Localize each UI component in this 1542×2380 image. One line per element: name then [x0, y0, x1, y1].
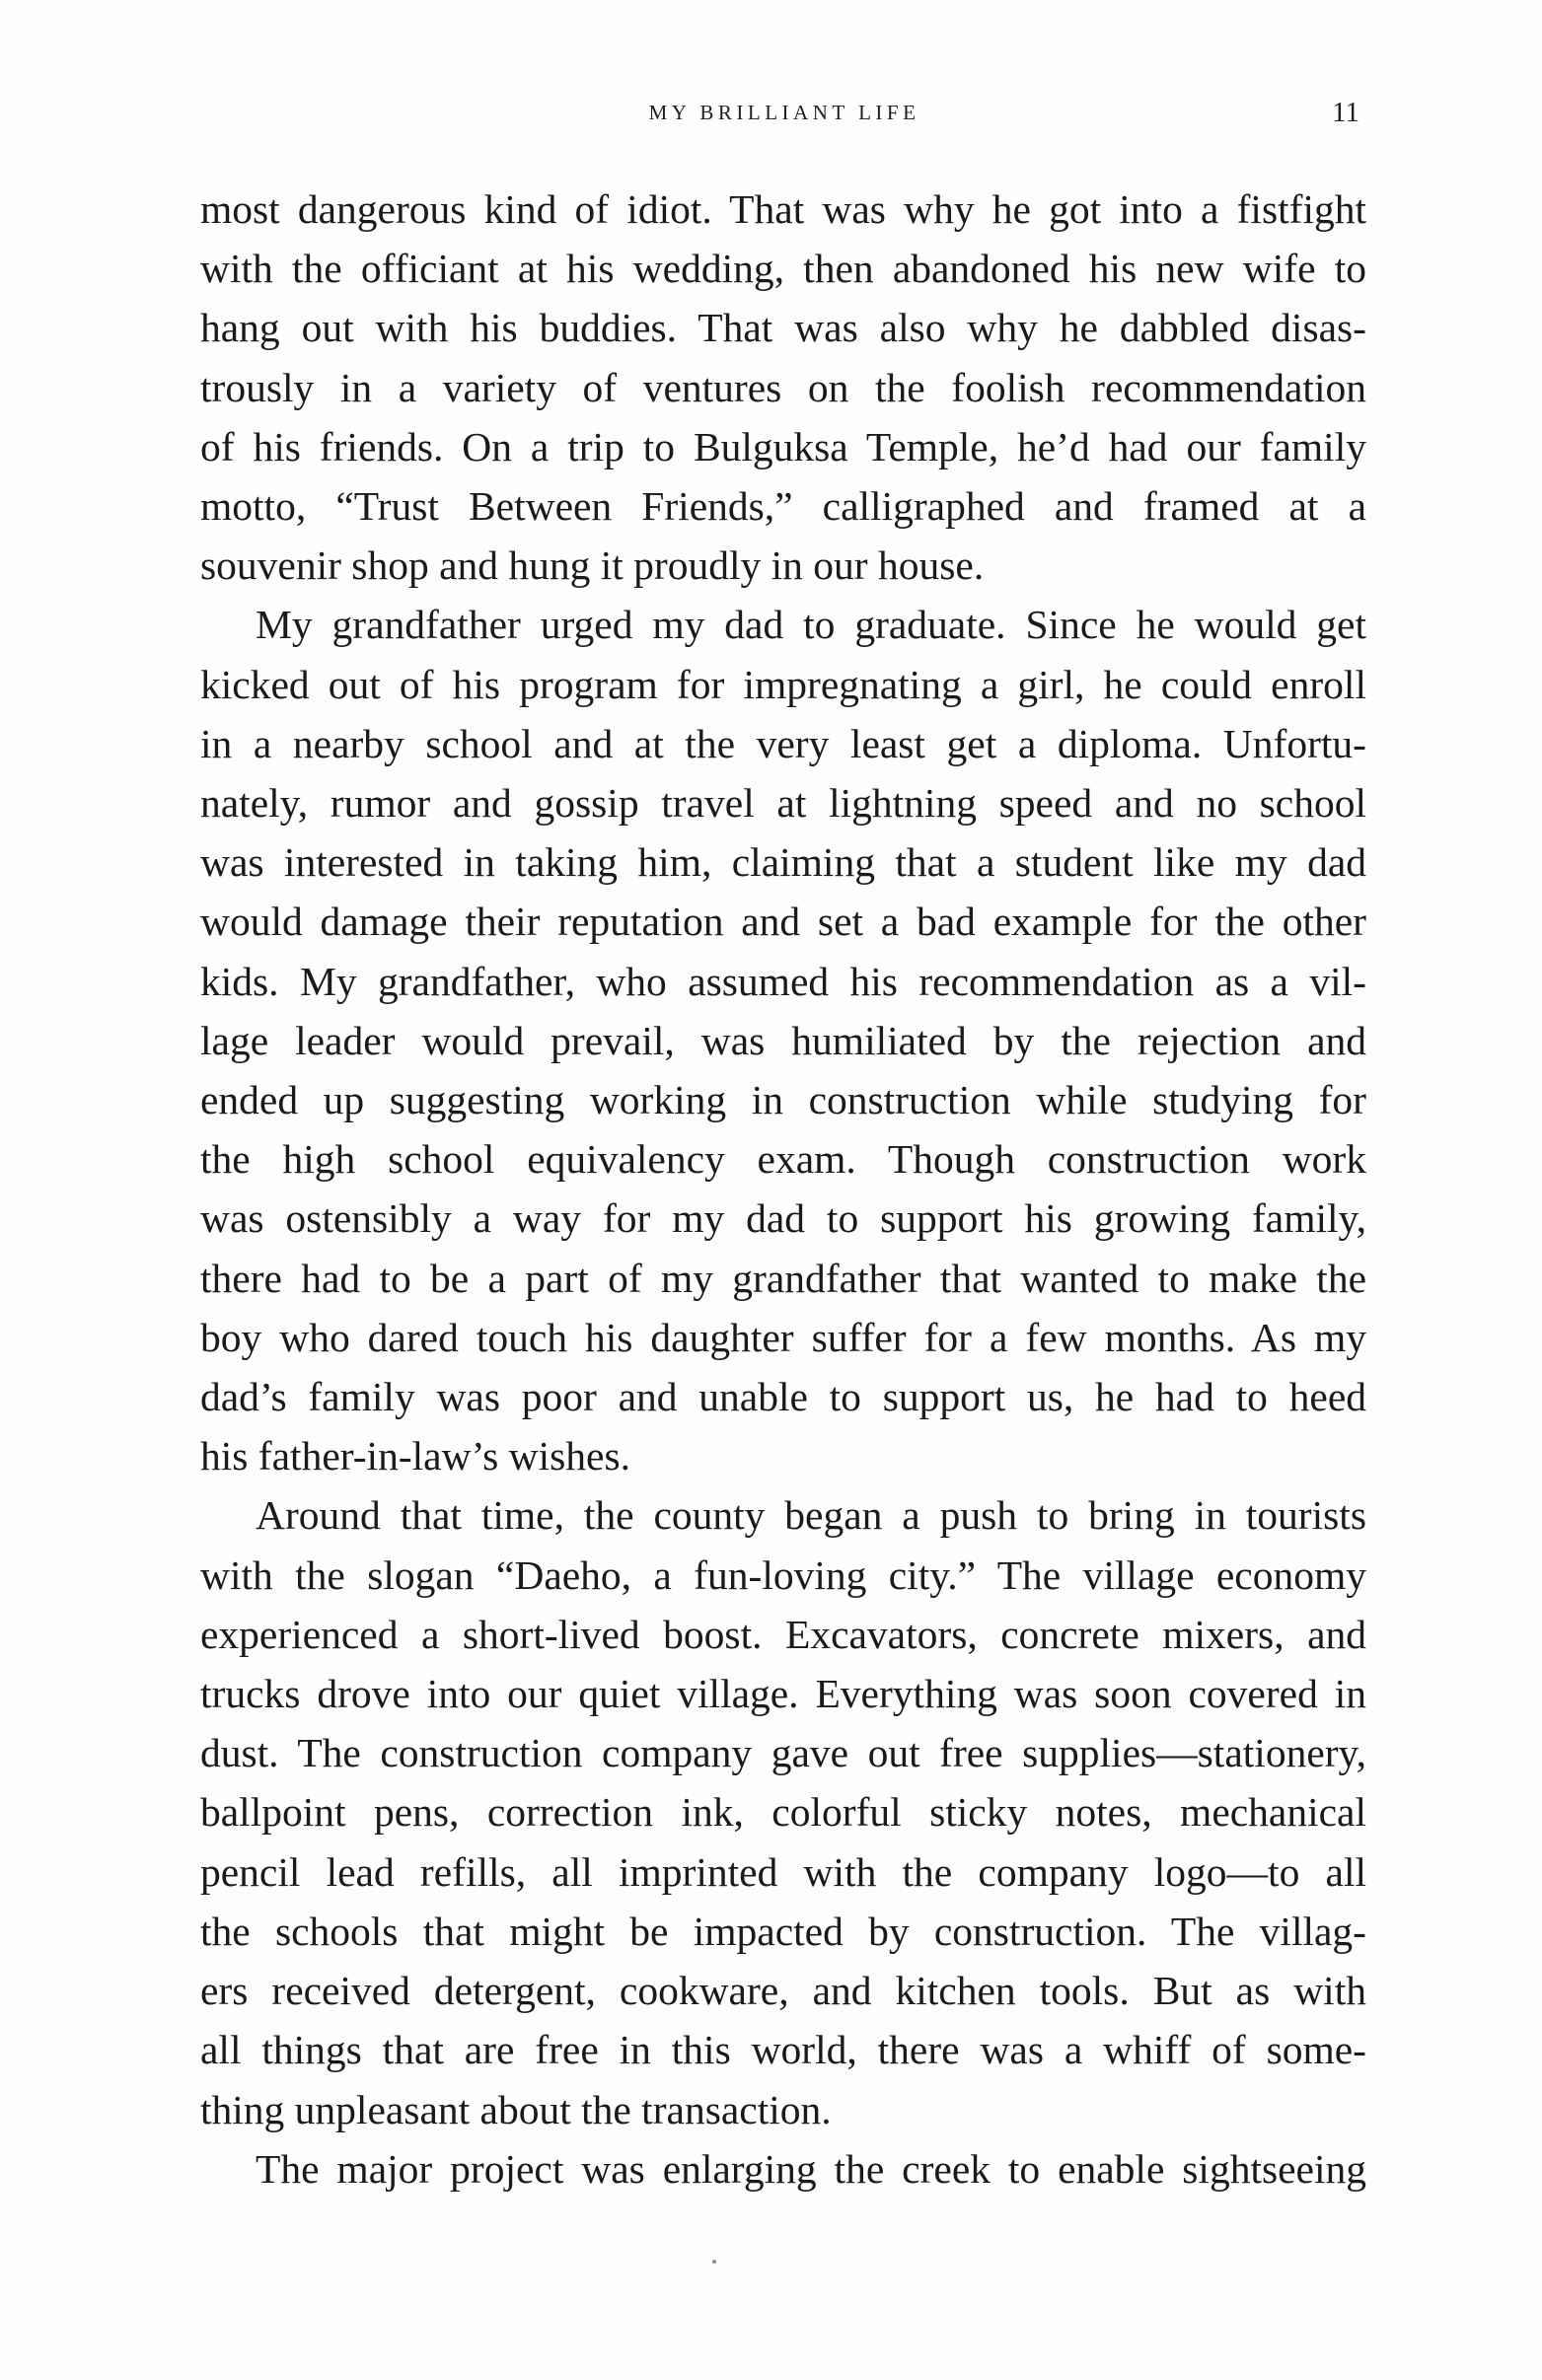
text-line: kicked out of his program for impregnating a girl, he could enroll: [200, 661, 1366, 707]
scan-speck: [712, 2260, 716, 2264]
paragraph: [200, 595, 1366, 1485]
text-line: souvenir shop and hung it proudly in our house.: [200, 542, 985, 589]
text-line: pencil lead refills, all imprinted with the company logo—to all: [200, 1848, 1366, 1895]
text-line: was interested in taking him, claiming that a student like my dad: [200, 839, 1366, 886]
text-line: My grandfather urged my dad to graduate. Since he would get: [256, 602, 1366, 648]
body-text: [200, 180, 1366, 2199]
text-line: the schools that might be impacted by construction. The villag-: [200, 1908, 1366, 1954]
text-line: The major project was enlarging the creek to enable sightseeing: [256, 2145, 1366, 2192]
text-line: with the officiant at his wedding, then abandoned his new wife to: [200, 246, 1366, 292]
text-line: lage leader would prevail, was humiliated by the rejection and: [200, 1017, 1366, 1063]
paragraph: [200, 2139, 1366, 2199]
text-line: dust. The construction company gave out free supplies—stationery,: [200, 1730, 1366, 1776]
text-line: most dangerous kind of idiot. That was why he got into a fistfight: [200, 186, 1366, 232]
text-line: would damage their reputation and set a bad example for the other: [200, 899, 1366, 945]
page-number: 11: [1332, 97, 1359, 128]
text-line: in a nearby school and at the very least get a diploma. Unfortu-: [200, 720, 1366, 766]
text-line: kids. My grandfather, who assumed his recommendation as a vil-: [200, 958, 1366, 1004]
text-line: his father-in-law’s wishes.: [200, 1433, 630, 1479]
text-line: with the slogan “Daeho, a fun-loving city.” The village economy: [200, 1551, 1366, 1598]
paragraph: [200, 1485, 1366, 2138]
text-line: all things that are free in this world, there was a whiff of some-: [200, 2027, 1366, 2073]
text-line: trously in a variety of ventures on the foolish recommendation: [200, 364, 1366, 410]
text-line: Around that time, the county began a push to bring in tourists: [256, 1492, 1366, 1539]
text-line: of his friends. On a trip to Bulguksa Temple, he’d had our family: [200, 423, 1366, 469]
text-line: thing unpleasant about the transaction.: [200, 2086, 832, 2132]
text-line: ended up suggesting working in construction while studying for: [200, 1077, 1366, 1123]
text-line: ballpoint pens, correction ink, colorful sticky notes, mechanical: [200, 1789, 1366, 1836]
text-line: nately, rumor and gossip travel at lightning speed and no school: [200, 780, 1366, 827]
text-line: was ostensibly a way for my dad to support his growing family,: [200, 1195, 1366, 1242]
text-line: the high school equivalency exam. Though construction work: [200, 1136, 1366, 1183]
text-line: hang out with his buddies. That was also why he dabbled disas-: [200, 305, 1366, 351]
text-line: dad’s family was poor and unable to support us, he had to heed: [200, 1374, 1366, 1420]
text-line: experienced a short-lived boost. Excavators, concrete mixers, and: [200, 1611, 1366, 1657]
text-line: boy who dared touch his daughter suffer for a few months. As my: [200, 1314, 1366, 1360]
text-line: trucks drove into our quiet village. Everything was soon covered in: [200, 1671, 1366, 1717]
running-title: MY BRILLIANT LIFE: [648, 101, 920, 124]
paragraph: [200, 180, 1366, 595]
text-line: there had to be a part of my grandfather that wanted to make the: [200, 1255, 1366, 1301]
running-header: [197, 97, 1371, 136]
text-line: motto, “Trust Between Friends,” calligraphed and framed at a: [200, 483, 1366, 530]
text-line: ers received detergent, cookware, and kitchen tools. But as with: [200, 1968, 1366, 2014]
